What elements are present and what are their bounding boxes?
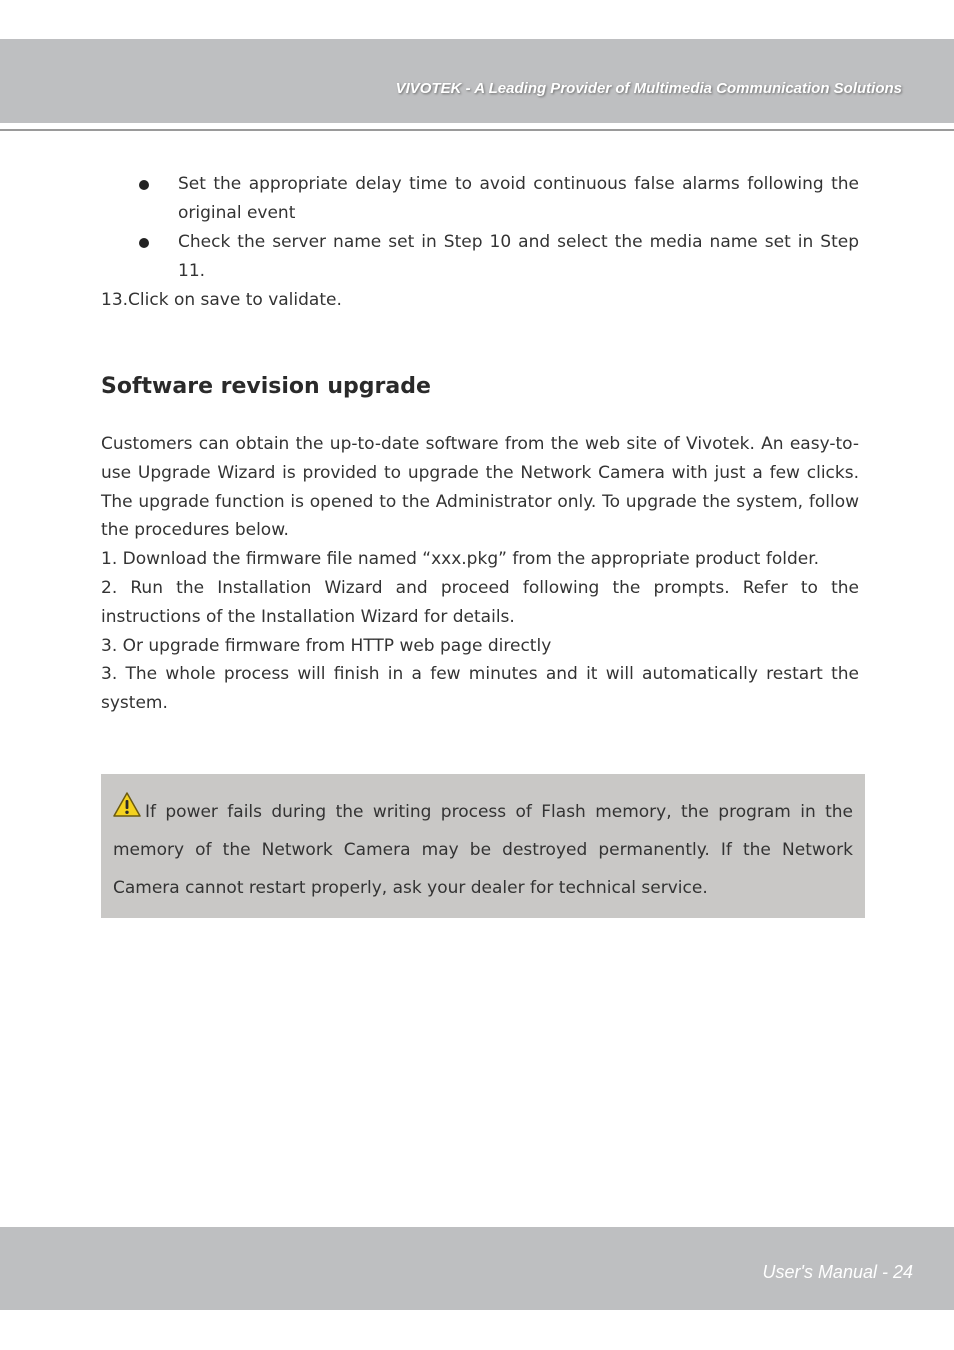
bullet-icon bbox=[139, 180, 149, 190]
warning-note bbox=[113, 791, 853, 907]
procedure-step: 1. Download the firmware file named “xxx.pkg” from the appropriate product folder. bbox=[101, 549, 820, 570]
procedure-step: 3. Or upgrade firmware from HTTP web page directly bbox=[101, 635, 552, 656]
warning-text: If power fails during the writing process of Flash memory, the program in the memory of the Network Camera may be destroyed permanently. If the Network Camera cannot restart properly, ask your dealer for technical service. bbox=[113, 802, 853, 898]
bullet-list bbox=[101, 170, 859, 286]
section-body bbox=[101, 430, 859, 718]
procedure-step: 2. Run the Installation Wizard and proceed following the prompts. Refer to the instructions of the Installation Wizard for details. bbox=[101, 577, 859, 627]
page-number-label: User's Manual - 24 bbox=[762, 1262, 913, 1282]
list-item-text: Check the server name set in Step 10 and select the media name set in Step 11. bbox=[178, 232, 859, 281]
section-title: Software revision upgrade bbox=[101, 374, 431, 399]
header-divider bbox=[0, 129, 954, 131]
procedure-step: 3. The whole process will finish in a few minutes and it will automatically restart the system. bbox=[101, 664, 859, 714]
header-tagline: VIVOTEK - A Leading Provider of Multimedia Communication Solutions bbox=[395, 80, 902, 97]
list-item bbox=[101, 170, 859, 228]
list-item bbox=[101, 228, 859, 286]
step-13-text: 13.Click on save to validate. bbox=[101, 290, 342, 310]
warning-icon bbox=[113, 791, 141, 819]
warning-box bbox=[101, 774, 865, 918]
list-item-text: Set the appropriate delay time to avoid continuous false alarms following the original event bbox=[178, 174, 859, 223]
bullet-icon bbox=[139, 238, 149, 248]
intro-paragraph: Customers can obtain the up-to-date software from the web site of Vivotek. An easy-to-use Upgrade Wizard is provided to upgrade the Network Camera with just a few clicks. The upgrade function is opened to the Administrator only. To upgrade the system, follow the procedures below. bbox=[101, 434, 859, 541]
step-continuation bbox=[101, 170, 859, 315]
